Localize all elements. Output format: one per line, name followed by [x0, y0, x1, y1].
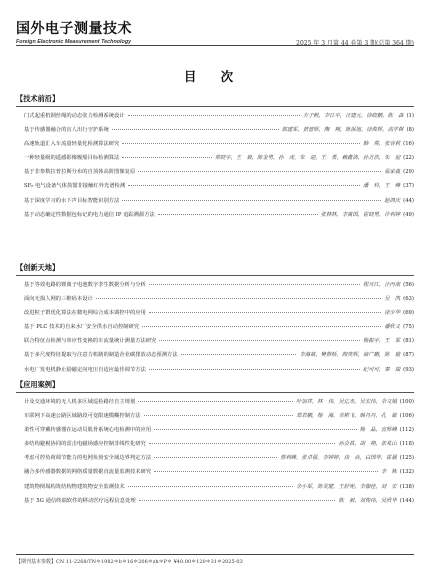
- article-authors: 杨振宇，王 军: [363, 338, 401, 345]
- article-entry[interactable]: [16, 139, 414, 153]
- article-authors: 陈 毅，刘俊伟，吴欣华: [338, 497, 397, 504]
- toc-section: [16, 94, 414, 224]
- article-title: 基于 PLC 技术的自来水厂安全供水自动控制研究: [24, 324, 140, 331]
- article-authors: 张林林，李寓国，霍晓男，许利婷: [320, 211, 401, 218]
- article-entry[interactable]: [16, 153, 414, 167]
- dot-leader: [154, 429, 357, 430]
- page-number: (49): [403, 211, 414, 218]
- article-entry[interactable]: [16, 280, 414, 294]
- article-authors: 杨 晶，宣辉峰: [359, 427, 397, 434]
- article-entry[interactable]: [16, 467, 414, 481]
- article-entry[interactable]: [16, 425, 414, 439]
- page-number: (22): [403, 155, 414, 162]
- page-number: (138): [399, 483, 414, 490]
- page-number: (1): [406, 113, 414, 119]
- dot-leader: [128, 115, 300, 116]
- page-number: (16): [403, 141, 414, 148]
- dot-leader: [159, 340, 360, 341]
- article-list: [16, 111, 414, 224]
- article-authors: 李 栋: [380, 469, 397, 476]
- article-authors: 纪可可，秦 瑞: [363, 366, 401, 373]
- section-heading: 【应用案例】: [16, 380, 60, 389]
- page-number: (8): [406, 127, 414, 134]
- article-title: 建筑物倒塌构筑结构物建筑物安全监测技术: [24, 483, 125, 490]
- dot-leader: [128, 486, 293, 487]
- header-divider: [16, 45, 414, 46]
- article-authors: 吴 凯: [384, 296, 401, 303]
- dot-leader: [122, 143, 360, 144]
- article-title: 考虑可控负荷调节能力的电网负荷安全域边界判定方法: [24, 455, 152, 462]
- article-title: SF₆ 电气设备气体蒸馏非接触红外光谱检测: [24, 183, 126, 190]
- article-title: 高速轨道汇入车流量轻量化检测算法研究: [24, 141, 120, 148]
- dot-leader: [142, 326, 381, 327]
- page-number: (56): [403, 282, 414, 288]
- page-number: (112): [399, 427, 414, 434]
- article-title: 融合多传感器数据的网络质量数据直流量监测技术研究: [24, 469, 152, 476]
- article-authors: 李海斌，樊修桥，阎英辉，商广鹏，陈 璇: [299, 352, 401, 359]
- article-entry[interactable]: [16, 322, 414, 336]
- dot-leader: [154, 457, 277, 458]
- article-entry[interactable]: [16, 167, 414, 181]
- dot-leader: [149, 443, 336, 444]
- article-authors: 余小军，陈雯健，王舒宪，李伽佳，刘 宏: [296, 483, 397, 490]
- article-authors: 郑君鹏，杨 海，余彬飞，韩丹丹，孔 敏: [296, 413, 397, 420]
- dot-leader: [128, 185, 360, 186]
- page-number: (93): [403, 366, 414, 373]
- dot-leader: [154, 471, 378, 472]
- article-title: 基于多尺度特征提取与注意力机制的制造企业碳排放动态预测方法: [24, 352, 178, 359]
- article-title: 基于等效电路的锂离子电池数字孪生数据分析与分析: [24, 282, 146, 288]
- page-number: (29): [403, 169, 414, 176]
- dot-leader: [149, 369, 360, 370]
- article-entry[interactable]: [16, 336, 414, 350]
- article-title: 面向无损人网的三维码本设计: [24, 296, 93, 303]
- journal-title-cn: 国外电子测量技术: [16, 21, 132, 37]
- issue-info: 2025 年 3 月第 44 卷第 3 期(总第 364 期): [296, 40, 414, 47]
- page-number: (87): [403, 352, 414, 359]
- article-list: [16, 397, 414, 510]
- article-list: [16, 280, 414, 379]
- article-entry[interactable]: [16, 125, 414, 139]
- article-entry[interactable]: [16, 439, 414, 453]
- page-number: (100): [399, 399, 414, 405]
- dot-leader: [149, 312, 381, 313]
- article-title: 计及交通环境的无人机多区域巡检路径自主规划: [24, 399, 136, 405]
- article-entry[interactable]: [16, 181, 414, 195]
- section-divider: [16, 392, 414, 393]
- section-heading: 【创新天地】: [16, 263, 60, 272]
- article-title: 基于非参数拉普拉斯分布的自顶体高阶图像复原: [24, 169, 136, 176]
- journal-header: [16, 18, 414, 45]
- page-number: (125): [399, 455, 414, 462]
- article-entry[interactable]: [16, 294, 414, 308]
- article-entry[interactable]: [16, 411, 414, 425]
- page-title: 目 次: [183, 69, 244, 84]
- article-entry[interactable]: [16, 111, 414, 125]
- article-authors: 徐少华: [384, 310, 401, 317]
- page-number: (69): [403, 310, 414, 317]
- article-authors: 孙会昌，胡 翔，张兆山: [338, 441, 397, 448]
- article-entry[interactable]: [16, 453, 414, 467]
- page-number: (144): [399, 497, 414, 504]
- article-authors: 韩 俊，张容莉: [363, 141, 401, 148]
- journal-parameters: 【期刊基本参数】CN 11-2268/TN＊1982＊b＊16＊206＊zh＊P＊ ¥40.00＊120＊31＊2025-03: [16, 559, 243, 565]
- section-divider: [16, 275, 414, 276]
- article-entry[interactable]: [16, 196, 414, 210]
- page-number: (63): [403, 296, 414, 303]
- toc-section: [16, 380, 414, 510]
- article-title: 柔性可穿戴传感器在运动员肌骨系统心电检测中的应用: [24, 427, 152, 434]
- article-authors: 潘 科，王 峰: [363, 183, 401, 190]
- article-entry[interactable]: [16, 482, 414, 496]
- article-title: 改进粒子群优化算法在微电网综合成本调控中的应用: [24, 310, 146, 317]
- page-number: (81): [403, 338, 414, 345]
- article-authors: 方子帆，李江平，汪建元，徐晓鹏，陈 森: [302, 113, 404, 119]
- page-number: (37): [403, 183, 414, 190]
- article-title: 联合特征点检测与单应性变换的车流量统计测量方法研究: [24, 338, 157, 345]
- article-authors: 蔡利峰，张卓强，李婷婷，徐 垚，白国华，霍晨: [280, 455, 397, 462]
- dot-leader: [138, 401, 293, 402]
- page-number: (106): [399, 413, 414, 420]
- page-number: (44): [403, 197, 414, 204]
- dot-leader: [158, 214, 318, 215]
- dot-leader: [138, 171, 381, 172]
- article-entry[interactable]: [16, 308, 414, 322]
- dot-leader: [149, 284, 360, 285]
- dot-leader: [122, 200, 381, 201]
- section-heading: 【技术前沿】: [16, 94, 60, 103]
- page-number: (118): [399, 441, 414, 448]
- article-authors: 張家淼: [384, 169, 401, 176]
- page-number: (132): [399, 469, 414, 476]
- article-authors: 常晓宇，王 毅，陈金男，孙 虎，朱 迎，王 勇，赖鑫洛，孙方浩，朱 迎: [214, 155, 401, 162]
- article-title: 一种轻量级的遥感影像舰船目标检测算法: [24, 155, 120, 162]
- dot-leader: [181, 354, 297, 355]
- article-entry[interactable]: [16, 365, 414, 379]
- article-title: 基于深度学习的水下声目标智能识别方法: [24, 197, 120, 204]
- article-title: 多结构避税协同的雷击电磁场感应控制非线性化研究: [24, 441, 146, 448]
- dot-leader: [122, 157, 211, 158]
- article-entry[interactable]: [16, 210, 414, 224]
- footer-divider: [16, 554, 414, 555]
- toc-section: [16, 263, 414, 379]
- article-title: 基于传感器融合的盲人出行守护系统: [24, 127, 109, 134]
- section-divider: [16, 106, 414, 107]
- journal-title-en: Foreign Electronic Measurement Technology: [16, 39, 132, 45]
- dot-leader: [144, 415, 294, 416]
- article-title: 水电厂发电机静止励磁定向电压自适应最佳调节方法: [24, 366, 146, 373]
- article-title: 基于动态确定性数据包标记的电力通信 IP 追踪溯源方法: [24, 211, 155, 218]
- article-entry[interactable]: [16, 397, 414, 411]
- article-authors: 郭建军，黄晋晖，陶 翔，陈保旭，徐俊辉，高学棋: [281, 127, 404, 134]
- dot-leader: [139, 500, 336, 501]
- article-title: 车联网下高速公路区域路段可变限速模糊控制方法: [24, 413, 141, 420]
- article-title: 基于 5G 通信终端软件的移动医疗远程信息处理: [24, 497, 136, 504]
- article-entry[interactable]: [16, 350, 414, 364]
- article-authors: 叶加祥，林 伟，吴亿杰，吴宏伟，余文娟: [296, 399, 397, 405]
- dot-leader: [112, 129, 279, 130]
- article-authors: 程月江，汪丙南: [363, 282, 401, 288]
- article-title: 门式起重机钢丝绳的动态张力检测系统设计: [24, 113, 125, 119]
- article-authors: 潘欣义: [384, 324, 401, 331]
- article-entry[interactable]: [16, 496, 414, 510]
- article-authors: 赵鸿庆: [384, 197, 401, 204]
- page-number: (75): [403, 324, 414, 331]
- dot-leader: [96, 298, 381, 299]
